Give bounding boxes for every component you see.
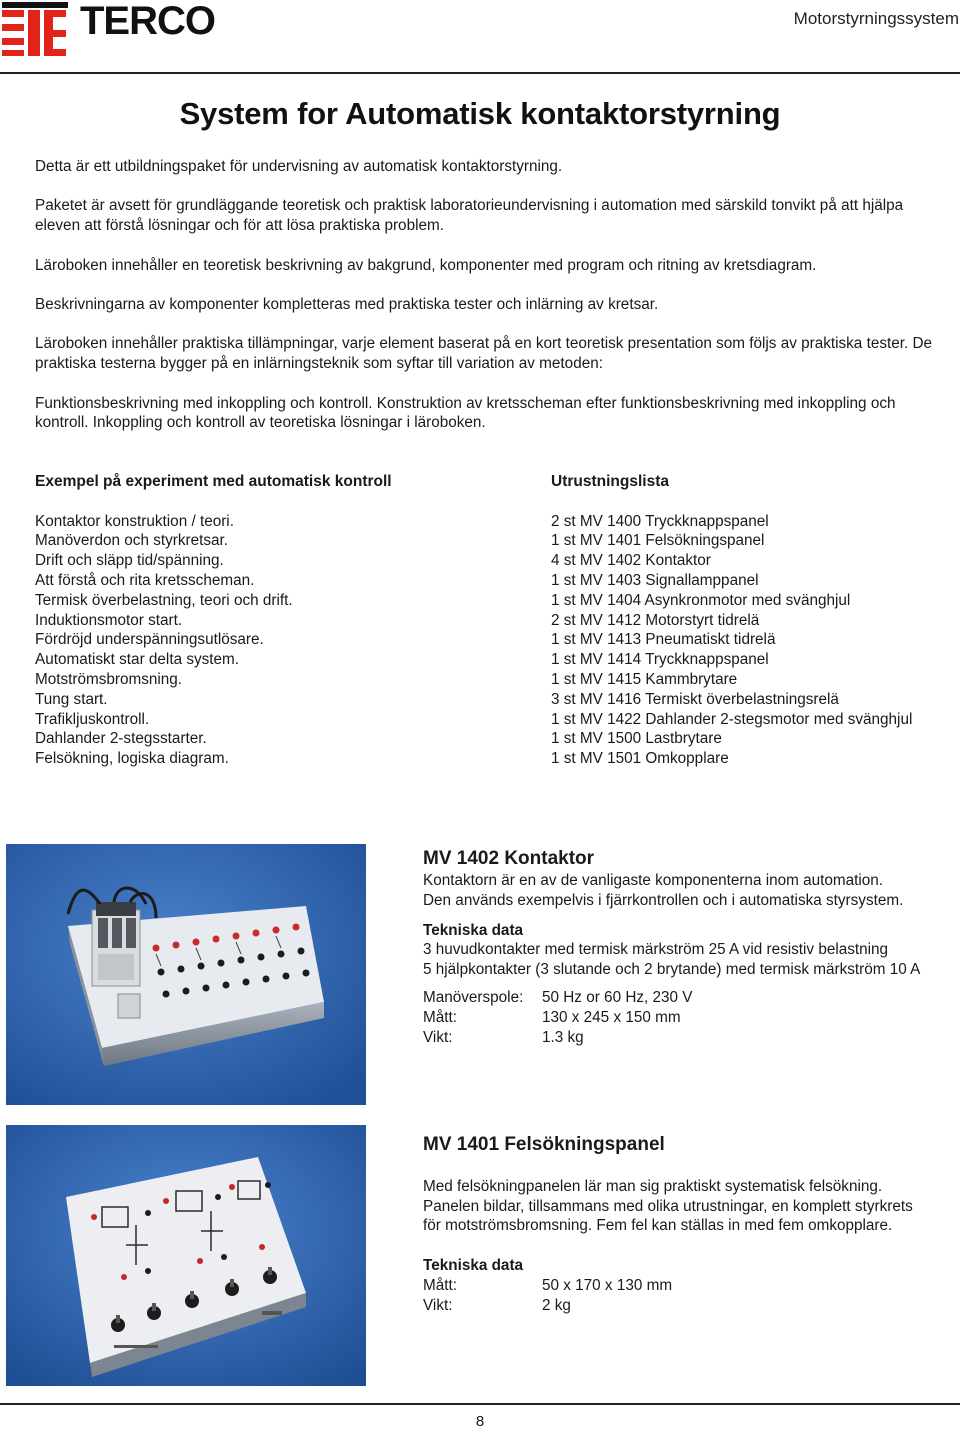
spec-key: Manöverspole: bbox=[423, 988, 524, 1006]
list-item: Motströmsbromsning. bbox=[35, 670, 183, 688]
page-header bbox=[0, 0, 960, 74]
list-item: 1 st MV 1422 Dahlander 2-stegsmotor med svänghjul bbox=[551, 710, 913, 728]
list-item: Kontaktor konstruktion / teori. bbox=[35, 512, 234, 530]
list-item: Felsökning, logiska diagram. bbox=[35, 750, 229, 768]
list-item: Manöverdon och styrkretsar. bbox=[35, 532, 228, 550]
intro-paragraph: Läroboken innehåller praktiska tillämpningar, varje element baserat på en kort teoretisk presentation som följs av praktiska tester. De praktiska testerna bygger på en inlärningsteknik som syftar till variation av metoden: bbox=[35, 335, 933, 373]
intro-paragraph: Läroboken innehåller en teoretisk beskrivning av bakgrund, komponenter med program och ritning av kretsdiagram. bbox=[35, 256, 817, 274]
tech-data-line: 5 hjälpkontakter (3 slutande och 2 brytande) med termisk märkström 10 A bbox=[423, 961, 921, 979]
product-description-line: Den används exempelvis i fjärrkontrollen och i automatiska styrsystem. bbox=[423, 891, 904, 909]
list-item: 1 st MV 1413 Pneumatiskt tidrelä bbox=[551, 631, 776, 649]
spec-value: 50 x 170 x 130 mm bbox=[542, 1276, 673, 1294]
spec-row bbox=[423, 1276, 958, 1296]
intro-paragraph: Paketet är avsett för grundläggande teoretisk och praktisk laboratorieundervisning i automation med särskild tonvikt på att hjälpa eleven att förstå lösningar och för att lösa praktiska problem. bbox=[35, 197, 904, 235]
product-kontaktor bbox=[423, 847, 958, 1047]
product-description-line: Kontaktorn är en av de vanligaste komponenterna inom automation. bbox=[423, 872, 884, 889]
list-item: 1 st MV 1401 Felsökningspanel bbox=[551, 532, 765, 550]
tech-data-line: 3 huvudkontakter med termisk märkström 25 A vid resistiv belastning bbox=[423, 941, 889, 959]
spec-row bbox=[423, 1008, 958, 1028]
list-item: 1 st MV 1403 Signallamppanel bbox=[551, 571, 759, 589]
experiments-list bbox=[35, 512, 515, 769]
list-item: 3 st MV 1416 Termiskt överbelastningsrelä bbox=[551, 690, 839, 708]
header-divider bbox=[0, 72, 960, 74]
list-item: 1 st MV 1414 Tryckknappspanel bbox=[551, 651, 769, 669]
list-item: 1 st MV 1500 Lastbrytare bbox=[551, 730, 722, 748]
product-title: MV 1402 Kontaktor bbox=[423, 848, 595, 869]
list-item: 2 st MV 1412 Motorstyrt tidrelä bbox=[551, 611, 760, 629]
list-item: 1 st MV 1415 Kammbrytare bbox=[551, 670, 738, 688]
spec-key: Vikt: bbox=[423, 1028, 453, 1046]
page-number: 8 bbox=[475, 1413, 485, 1429]
spec-row bbox=[423, 988, 958, 1008]
equipment-heading: Utrustningslista bbox=[551, 473, 669, 490]
list-item: Trafikljuskontroll. bbox=[35, 710, 150, 728]
list-item: 1 st MV 1501 Omkopplare bbox=[551, 750, 729, 768]
footer-divider bbox=[0, 1403, 960, 1405]
list-item: Termisk överbelastning, teori och drift. bbox=[35, 591, 293, 609]
list-item: Tung start. bbox=[35, 690, 108, 708]
spec-key: Mått: bbox=[423, 1276, 457, 1294]
spec-value: 1.3 kg bbox=[542, 1028, 584, 1046]
product-description-line: för motströmsbromsning. Fem fel kan ställas in med fem omkopplare. bbox=[423, 1217, 893, 1235]
terco-logo bbox=[2, 0, 272, 58]
list-item: Fördröjd underspänningsutlösare. bbox=[35, 631, 264, 649]
spec-key: Mått: bbox=[423, 1008, 457, 1026]
spec-value: 130 x 245 x 150 mm bbox=[542, 1008, 681, 1026]
list-item: 4 st MV 1402 Kontaktor bbox=[551, 552, 711, 570]
spec-key: Vikt: bbox=[423, 1296, 453, 1314]
intro-paragraph: Funktionsbeskrivning med inkoppling och kontroll. Konstruktion av kretsscheman efter funktionsbeskrivning med inkoppling och kontroll. Inkoppling och kontroll av teoretiska lösningar i läroboken. bbox=[35, 394, 896, 432]
list-item: Drift och släpp tid/spänning. bbox=[35, 552, 224, 570]
list-item: Dahlander 2-stegsstarter. bbox=[35, 730, 207, 748]
tech-data-heading: Tekniska data bbox=[423, 1256, 524, 1274]
experiments-heading: Exempel på experiment med automatisk kontroll bbox=[35, 473, 392, 490]
intro-paragraph: Detta är ett utbildningspaket för undervisning av automatisk kontaktorstyrning. bbox=[35, 158, 563, 175]
list-item: Automatiskt star delta system. bbox=[35, 651, 240, 669]
contactor-photo bbox=[6, 844, 366, 1105]
product-felsokningspanel bbox=[423, 1133, 958, 1315]
spec-value: 50 Hz or 60 Hz, 230 V bbox=[542, 988, 693, 1006]
product-title: MV 1401 Felsökningspanel bbox=[423, 1134, 665, 1155]
product-description-line: Med felsökningpanelen lär man sig praktiskt systematisk felsökning. bbox=[423, 1177, 883, 1195]
equipment-section bbox=[551, 472, 956, 769]
spec-row bbox=[423, 1028, 958, 1048]
page-title: System for Automatisk kontaktorstyrning bbox=[179, 96, 781, 131]
list-item: 1 st MV 1404 Asynkronmotor med svänghjul bbox=[551, 591, 851, 609]
list-item: 2 st MV 1400 Tryckknappspanel bbox=[551, 512, 769, 530]
equipment-list bbox=[551, 512, 956, 769]
spec-value: 2 kg bbox=[542, 1296, 571, 1314]
list-item: Induktionsmotor start. bbox=[35, 611, 183, 629]
experiments-section bbox=[35, 472, 515, 769]
tech-data-heading: Tekniska data bbox=[423, 921, 524, 939]
header-section-title: Motorstyrningssystem bbox=[793, 9, 959, 28]
list-item: Att förstå och rita kretsscheman. bbox=[35, 571, 255, 589]
intro-text bbox=[35, 157, 945, 453]
spec-row bbox=[423, 1296, 958, 1316]
svg-text:TERCO: TERCO bbox=[80, 0, 215, 43]
troubleshooting-panel-photo bbox=[6, 1125, 366, 1386]
product-description-line: Panelen bildar, tillsammans med olika utrustningar, en komplett styrkrets bbox=[423, 1197, 913, 1215]
intro-paragraph: Beskrivningarna av komponenter kompletteras med praktiska tester och inlärning av kretsar. bbox=[35, 295, 659, 313]
